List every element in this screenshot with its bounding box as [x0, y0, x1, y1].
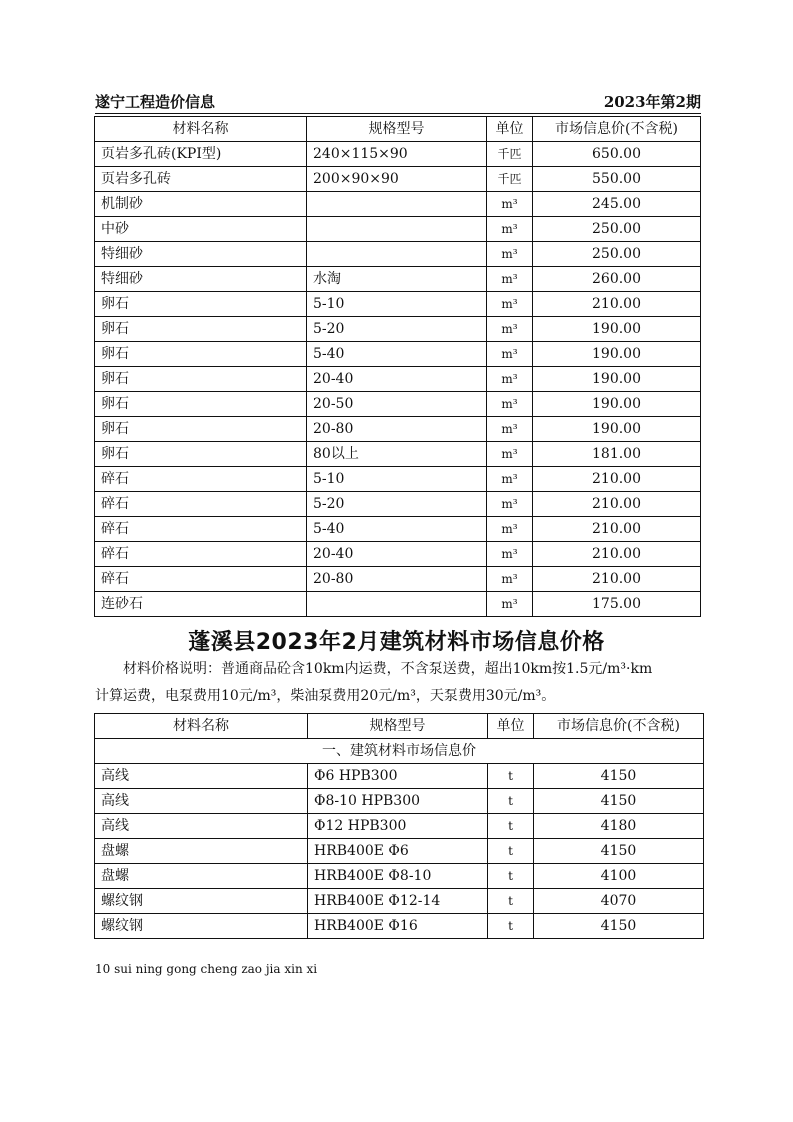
col-header-price: 市场信息价(不含税) [533, 117, 701, 142]
cell-name: 高线 [95, 814, 308, 839]
cell-spec: 20-40 [307, 367, 487, 392]
cell-price: 250.00 [533, 217, 701, 242]
cell-unit: t [488, 864, 534, 889]
cell-name: 盘螺 [95, 839, 308, 864]
cell-name: 螺纹钢 [95, 889, 308, 914]
cell-spec: 5-40 [307, 342, 487, 367]
table-row [95, 467, 701, 492]
issue-number: 2023年第2期 [603, 93, 701, 111]
table-body [95, 764, 704, 939]
table-header-row [95, 714, 704, 739]
steel-price-table [94, 713, 704, 939]
cell-unit: m³ [487, 317, 533, 342]
cell-unit: t [488, 764, 534, 789]
cell-name: 碎石 [95, 467, 307, 492]
cell-price: 4150 [534, 764, 704, 789]
publication-title: 遂宁工程造价信息 [95, 93, 216, 111]
cell-name: 高线 [95, 764, 308, 789]
table-row [95, 764, 704, 789]
cell-price: 250.00 [533, 242, 701, 267]
cell-name: 卵石 [95, 367, 307, 392]
table-row [95, 367, 701, 392]
cell-unit: 千匹 [487, 142, 533, 167]
section-row [95, 739, 704, 764]
cell-price: 4150 [534, 914, 704, 939]
table-row [95, 517, 701, 542]
cell-name: 卵石 [95, 417, 307, 442]
cell-price: 4180 [534, 814, 704, 839]
cell-name: 卵石 [95, 292, 307, 317]
section-title: 蓬溪县2023年2月建筑材料市场信息价格 [188, 630, 605, 655]
price-note-line-1: 材料价格说明：普通商品砼含10km内运费，不含泵送费，超出10km按1.5元/m³·km [123, 661, 653, 677]
cell-name: 连砂石 [95, 592, 307, 617]
table-row [95, 492, 701, 517]
cell-spec: 5-10 [307, 467, 487, 492]
cell-price: 210.00 [533, 492, 701, 517]
cell-spec: 5-40 [307, 517, 487, 542]
table-row [95, 192, 701, 217]
cell-spec: HRB400E Φ12-14 [308, 889, 488, 914]
cell-name: 碎石 [95, 567, 307, 592]
table-row [95, 342, 701, 367]
table-row [95, 267, 701, 292]
cell-spec: 240×115×90 [307, 142, 487, 167]
cell-unit: m³ [487, 492, 533, 517]
cell-spec: HRB400E Φ8-10 [308, 864, 488, 889]
cell-name: 特细砂 [95, 267, 307, 292]
cell-unit: m³ [487, 342, 533, 367]
cell-spec: Φ8-10 HPB300 [308, 789, 488, 814]
cell-spec: HRB400E Φ16 [308, 914, 488, 939]
running-header [95, 91, 701, 113]
table-row [95, 442, 701, 467]
cell-unit: m³ [487, 592, 533, 617]
table-row [95, 317, 701, 342]
col-header-name: 材料名称 [95, 714, 308, 739]
cell-spec: 20-80 [307, 567, 487, 592]
table-row [95, 417, 701, 442]
table-row [95, 567, 701, 592]
cell-name: 特细砂 [95, 242, 307, 267]
table-row [95, 142, 701, 167]
cell-name: 碎石 [95, 542, 307, 567]
cell-price: 190.00 [533, 317, 701, 342]
col-header-price: 市场信息价(不含税) [534, 714, 704, 739]
cell-unit: m³ [487, 417, 533, 442]
cell-price: 260.00 [533, 267, 701, 292]
cell-unit: t [488, 814, 534, 839]
price-note [95, 656, 703, 710]
cell-spec: 20-40 [307, 542, 487, 567]
cell-unit: m³ [487, 217, 533, 242]
cell-name: 螺纹钢 [95, 914, 308, 939]
cell-spec: 5-10 [307, 292, 487, 317]
cell-price: 245.00 [533, 192, 701, 217]
cell-unit: t [488, 789, 534, 814]
cell-unit: t [488, 839, 534, 864]
cell-unit: m³ [487, 292, 533, 317]
cell-name: 卵石 [95, 442, 307, 467]
cell-name: 卵石 [95, 317, 307, 342]
table-row [95, 217, 701, 242]
table-header-row [95, 117, 701, 142]
cell-price: 550.00 [533, 167, 701, 192]
table-row [95, 914, 704, 939]
table-row [95, 167, 701, 192]
cell-unit: m³ [487, 517, 533, 542]
cell-unit: m³ [487, 242, 533, 267]
table-row [95, 814, 704, 839]
col-header-unit: 单位 [488, 714, 534, 739]
price-note-line-2: 计算运费，电泵费用10元/m³，柴油泵费用20元/m³，天泵费用30元/m³。 [95, 688, 556, 704]
cell-spec: HRB400E Φ6 [308, 839, 488, 864]
cell-price: 210.00 [533, 517, 701, 542]
table-row [95, 789, 704, 814]
cell-price: 190.00 [533, 342, 701, 367]
cell-spec: Φ12 HPB300 [308, 814, 488, 839]
col-header-unit: 单位 [487, 117, 533, 142]
cell-spec: 20-50 [307, 392, 487, 417]
table-row [95, 292, 701, 317]
cell-unit: t [488, 914, 534, 939]
cell-price: 181.00 [533, 442, 701, 467]
cell-unit: t [488, 889, 534, 914]
page-footer: 10 sui ning gong cheng zao jia xin xi [95, 962, 318, 976]
cell-spec: 水淘 [307, 267, 487, 292]
cell-unit: m³ [487, 567, 533, 592]
cell-unit: m³ [487, 367, 533, 392]
col-header-name: 材料名称 [95, 117, 307, 142]
cell-name: 页岩多孔砖 [95, 167, 307, 192]
cell-spec: 20-80 [307, 417, 487, 442]
cell-price: 190.00 [533, 417, 701, 442]
cell-price: 210.00 [533, 567, 701, 592]
cell-name: 高线 [95, 789, 308, 814]
cell-spec [307, 192, 487, 217]
section-label: 一、建筑材料市场信息价 [95, 739, 704, 764]
cell-price: 210.00 [533, 467, 701, 492]
header-rule [95, 113, 701, 114]
cell-price: 210.00 [533, 542, 701, 567]
cell-name: 中砂 [95, 217, 307, 242]
cell-name: 机制砂 [95, 192, 307, 217]
cell-price: 4150 [534, 789, 704, 814]
cell-unit: m³ [487, 192, 533, 217]
cell-spec: 5-20 [307, 492, 487, 517]
cell-price: 650.00 [533, 142, 701, 167]
cell-name: 页岩多孔砖(KPI型) [95, 142, 307, 167]
cell-spec: Φ6 HPB300 [308, 764, 488, 789]
cell-unit: m³ [487, 392, 533, 417]
col-header-spec: 规格型号 [308, 714, 488, 739]
cell-price: 210.00 [533, 292, 701, 317]
cell-price: 190.00 [533, 392, 701, 417]
cell-price: 190.00 [533, 367, 701, 392]
cell-name: 盘螺 [95, 864, 308, 889]
cell-name: 卵石 [95, 392, 307, 417]
cell-spec [307, 592, 487, 617]
cell-unit: m³ [487, 467, 533, 492]
cell-spec [307, 217, 487, 242]
table-row [95, 864, 704, 889]
cell-price: 175.00 [533, 592, 701, 617]
table-row [95, 839, 704, 864]
cell-price: 4100 [534, 864, 704, 889]
cell-unit: m³ [487, 442, 533, 467]
cell-name: 碎石 [95, 517, 307, 542]
cell-spec [307, 242, 487, 267]
cell-spec: 5-20 [307, 317, 487, 342]
cell-spec: 200×90×90 [307, 167, 487, 192]
table-row [95, 542, 701, 567]
cell-name: 碎石 [95, 492, 307, 517]
cell-name: 卵石 [95, 342, 307, 367]
materials-price-table [94, 116, 701, 617]
table-row [95, 242, 701, 267]
cell-price: 4150 [534, 839, 704, 864]
cell-price: 4070 [534, 889, 704, 914]
col-header-spec: 规格型号 [307, 117, 487, 142]
cell-unit: 千匹 [487, 167, 533, 192]
cell-unit: m³ [487, 267, 533, 292]
table-row [95, 889, 704, 914]
table-row [95, 592, 701, 617]
cell-unit: m³ [487, 542, 533, 567]
table-row [95, 392, 701, 417]
table-body [95, 142, 701, 617]
cell-spec: 80以上 [307, 442, 487, 467]
